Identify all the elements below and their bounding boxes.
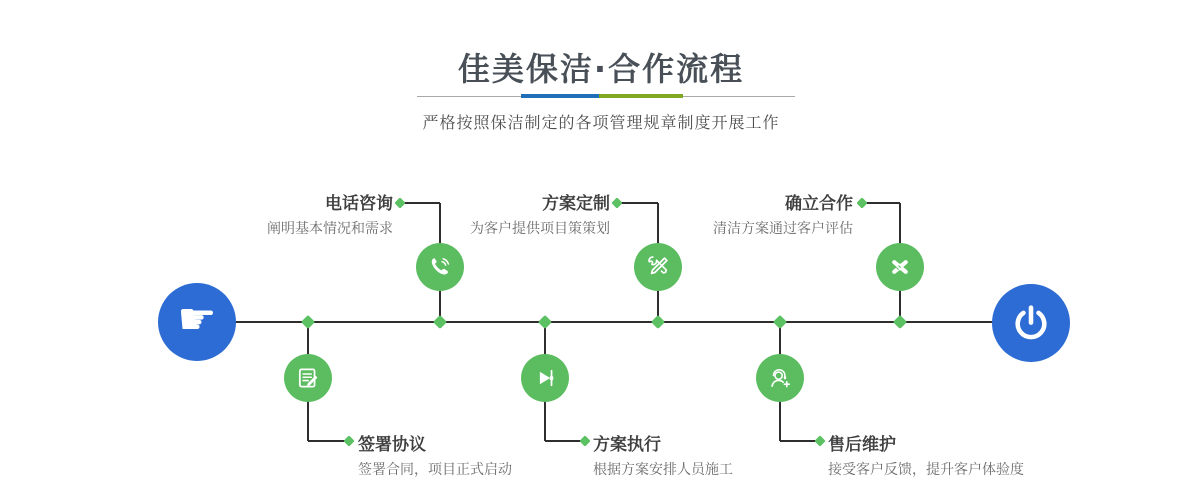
timeline-node-diamond xyxy=(538,315,552,329)
power-icon xyxy=(1010,302,1052,344)
step-desc: 签署合同，项目正式启动 xyxy=(358,462,512,478)
play-execute-icon xyxy=(531,364,559,392)
phone-call-icon xyxy=(426,253,454,281)
step-desc: 阐明基本情况和需求 xyxy=(267,221,393,237)
step-circle-phone xyxy=(416,243,464,291)
pencil-wrench-icon xyxy=(644,253,672,281)
label-diamond xyxy=(611,197,622,208)
step-block-cooperation xyxy=(713,189,853,238)
end-terminal-circle xyxy=(992,284,1070,362)
timeline-node-diamond xyxy=(301,315,315,329)
step-title: 签署协议 xyxy=(358,435,426,455)
step-title: 确立合作 xyxy=(785,194,853,214)
step-block-customize xyxy=(470,189,610,238)
header-divider-green-segment xyxy=(599,94,683,98)
timeline-node-diamond xyxy=(893,315,907,329)
page-title: 佳美保洁·合作流程 xyxy=(457,50,745,88)
step-block-aftersales xyxy=(828,430,1024,479)
connector-top-1-horizontal xyxy=(400,202,440,204)
step-circle-customize xyxy=(634,243,682,291)
header-divider-blue-segment xyxy=(521,94,599,98)
timeline-node-diamond xyxy=(433,315,447,329)
label-diamond xyxy=(814,435,825,446)
hand-pointing-icon: ☛ xyxy=(177,294,217,345)
step-title: 售后维护 xyxy=(828,435,896,455)
handshake-icon xyxy=(886,253,914,281)
step-desc: 为客户提供项目策策划 xyxy=(470,221,610,237)
label-diamond xyxy=(856,197,867,208)
step-circle-aftersales xyxy=(756,354,804,402)
timeline-node-diamond xyxy=(651,315,665,329)
label-diamond xyxy=(579,435,590,446)
step-desc: 根据方案安排人员施工 xyxy=(593,462,733,478)
step-block-execute xyxy=(593,430,733,479)
label-diamond xyxy=(343,435,354,446)
headset-support-icon xyxy=(766,364,794,392)
step-desc: 清洁方案通过客户评估 xyxy=(713,221,853,237)
step-circle-execute xyxy=(521,354,569,402)
step-block-sign xyxy=(358,430,512,479)
step-title: 电话咨询 xyxy=(325,194,393,214)
step-circle-sign xyxy=(284,354,332,402)
contract-sign-icon xyxy=(294,364,322,392)
connector-top-2-horizontal xyxy=(617,202,658,204)
timeline-node-diamond xyxy=(773,315,787,329)
page-subtitle: 严格按照保洁制定的各项管理规章制度开展工作 xyxy=(422,113,780,132)
step-title: 方案执行 xyxy=(593,435,661,455)
step-desc: 接受客户反馈，提升客户体验度 xyxy=(828,462,1024,478)
start-terminal-circle xyxy=(158,283,236,361)
step-block-phone xyxy=(267,189,393,238)
step-circle-cooperation xyxy=(876,243,924,291)
connector-top-3-horizontal xyxy=(862,202,900,204)
step-title: 方案定制 xyxy=(542,194,610,214)
label-diamond xyxy=(394,197,405,208)
